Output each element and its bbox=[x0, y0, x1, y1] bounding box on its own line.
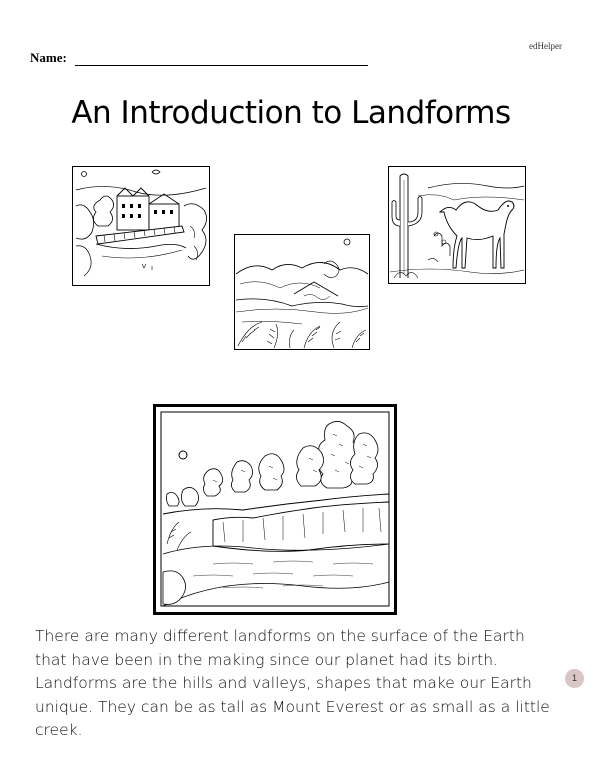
intro-paragraph: There are many different landforms on the surface of the Earth that have been in the making since our planet had its birth. Landforms are the hills and valleys, shapes that make our Earth unique. They can be as tall as Mount Everest or as small as a little creek. bbox=[35, 627, 550, 739]
brand-label: edHelper bbox=[529, 41, 562, 51]
name-input-line[interactable] bbox=[75, 53, 368, 66]
page-number-badge: 1 bbox=[565, 669, 584, 688]
volcano-mountains-illustration bbox=[234, 234, 370, 350]
desert-camel-cactus-illustration bbox=[388, 166, 526, 284]
forest-river-canyon-illustration bbox=[153, 404, 397, 615]
name-row bbox=[30, 50, 368, 66]
name-label: Name: bbox=[30, 50, 67, 65]
page-title: An Introduction to Landforms bbox=[71, 95, 511, 131]
castle-on-cliff-illustration bbox=[72, 166, 210, 286]
